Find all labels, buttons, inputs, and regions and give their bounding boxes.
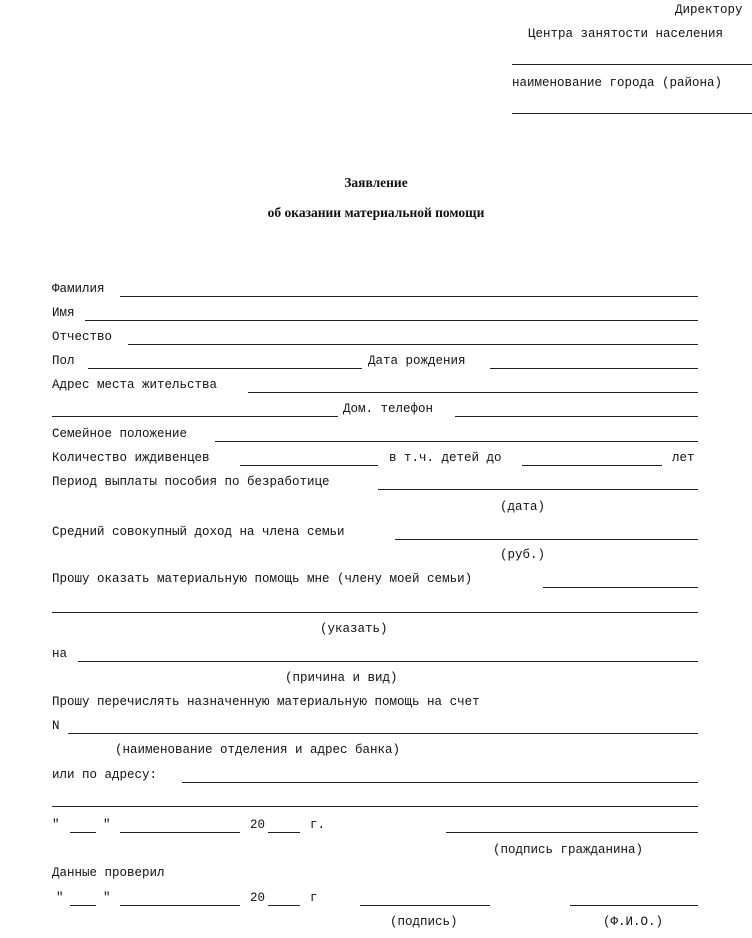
children-under-label: в т.ч. детей до xyxy=(389,451,502,465)
account-number-sign: N xyxy=(52,719,60,733)
years-label: лет xyxy=(672,451,695,465)
name-field[interactable] xyxy=(85,320,698,321)
birth-date-field[interactable] xyxy=(490,368,698,369)
benefit-period-label: Период выплаты пособия по безработице xyxy=(52,475,330,489)
org-line[interactable] xyxy=(512,64,752,65)
children-age-field[interactable] xyxy=(522,465,662,466)
addressee: Директору xyxy=(675,3,743,17)
checked-label: Данные проверил xyxy=(52,866,165,880)
dependents-label: Количество иждивенцев xyxy=(52,451,210,465)
patronymic-label: Отчество xyxy=(52,330,113,344)
year-prefix: 20 xyxy=(250,818,266,832)
avg-income-field[interactable] xyxy=(395,539,698,540)
alt-address-field[interactable] xyxy=(182,782,698,783)
specify-caption: (указать) xyxy=(320,622,388,636)
date-caption: (дата) xyxy=(500,500,546,514)
birth-date-label: Дата рождения xyxy=(368,354,466,368)
surname-field[interactable] xyxy=(120,296,698,297)
citizen-signature-field[interactable] xyxy=(446,832,698,833)
signature-caption: (подпись) xyxy=(390,915,458,929)
year-suffix: г. xyxy=(310,818,326,832)
marital-status-label: Семейное положение xyxy=(52,427,188,441)
bank-caption: (наименование отделения и адрес банка) xyxy=(115,743,401,757)
alt-address-field-2[interactable] xyxy=(52,806,698,807)
citizen-signature-caption: (подпись гражданина) xyxy=(493,843,644,857)
reason-field[interactable] xyxy=(78,661,698,662)
address-label: Адрес места жительства xyxy=(52,378,218,392)
or-address-label: или по адресу: xyxy=(52,768,158,782)
checker-name-field[interactable] xyxy=(570,905,698,906)
year-field[interactable] xyxy=(268,832,300,833)
day-field[interactable] xyxy=(70,832,96,833)
surname-label: Фамилия xyxy=(52,282,105,296)
fio-caption: (Ф.И.О.) xyxy=(603,915,664,929)
check-year-prefix: 20 xyxy=(250,891,266,905)
request-field[interactable] xyxy=(543,587,698,588)
document-subtitle: об оказании материальной помощи xyxy=(267,205,485,220)
patronymic-field[interactable] xyxy=(128,344,698,345)
check-month-field[interactable] xyxy=(120,905,240,906)
benefit-period-field[interactable] xyxy=(378,489,698,490)
check-date-close-quote: " xyxy=(103,891,111,905)
checker-signature-field[interactable] xyxy=(360,905,490,906)
request-label: Прошу оказать материальную помощь мне (члену моей семьи) xyxy=(52,572,473,586)
dependents-field[interactable] xyxy=(240,465,378,466)
city-caption: наименование города (района) xyxy=(512,76,723,90)
check-year-field[interactable] xyxy=(268,905,300,906)
organization: Центра занятости населения xyxy=(528,27,724,41)
address-field[interactable] xyxy=(248,392,698,393)
sex-field[interactable] xyxy=(88,368,362,369)
transfer-label: Прошу перечислять назначенную материальную помощь на счет xyxy=(52,695,480,709)
request-field-2[interactable] xyxy=(52,612,698,613)
city-line[interactable] xyxy=(512,113,752,114)
on-label: на xyxy=(52,647,68,661)
check-day-field[interactable] xyxy=(70,905,96,906)
date-close-quote: " xyxy=(103,818,111,832)
avg-income-label: Средний совокупный доход на члена семьи xyxy=(52,525,345,539)
check-date-open-quote: " xyxy=(56,891,64,905)
month-field[interactable] xyxy=(120,832,240,833)
rub-caption: (руб.) xyxy=(500,548,546,562)
account-field[interactable] xyxy=(68,733,698,734)
check-year-suffix: г xyxy=(310,891,318,905)
marital-status-field[interactable] xyxy=(215,441,698,442)
date-open-quote: " xyxy=(52,818,60,832)
name-label: Имя xyxy=(52,306,75,320)
home-phone-label: Дом. телефон xyxy=(343,402,434,416)
home-phone-field[interactable] xyxy=(455,416,698,417)
document-title: Заявление xyxy=(344,175,408,190)
address-field-2[interactable] xyxy=(52,416,338,417)
sex-label: Пол xyxy=(52,354,75,368)
reason-caption: (причина и вид) xyxy=(285,671,398,685)
